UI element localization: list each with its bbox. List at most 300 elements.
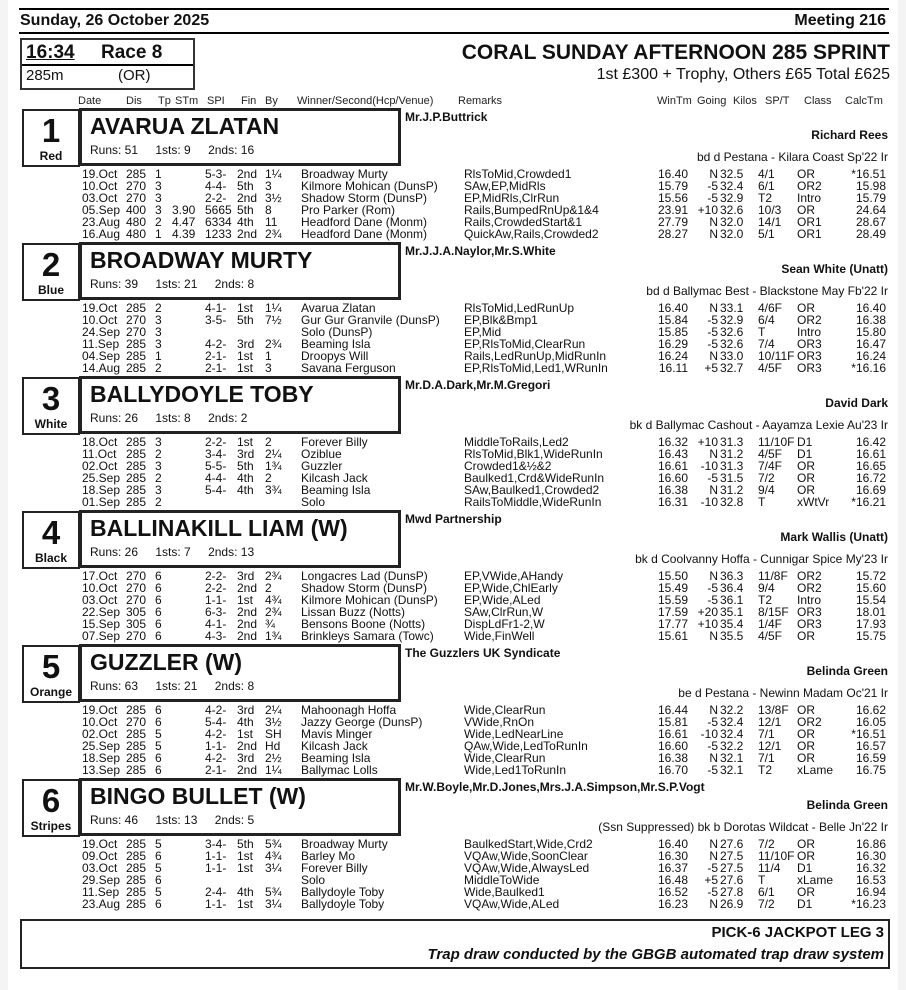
form-by: 2¾ [265, 227, 282, 241]
form-class: OR2 [797, 313, 822, 327]
form-calctm: *16.51 [851, 167, 886, 181]
form-winner: Broadway Murty [301, 167, 388, 181]
form-class: Intro [797, 191, 822, 205]
col-tp: Tp [158, 95, 171, 107]
col-spt: SP/T [765, 95, 790, 107]
form-fin: 2nd [237, 191, 258, 205]
form-wintm: 16.48 [657, 873, 688, 887]
form-class: OR1 [797, 215, 822, 229]
form-wintm: 16.24 [657, 349, 688, 363]
form-remarks: VQAw,Wide,AlwaysLed [464, 861, 590, 875]
col-class: Class [804, 95, 832, 107]
col-stm: STm [175, 95, 199, 107]
form-going: N [709, 301, 718, 315]
trap-colour: Black [34, 551, 68, 565]
form-dis: 285 [126, 361, 147, 375]
trainer: Mark Wallis (Unatt) [780, 530, 888, 544]
form-kilos: 35.5 [720, 629, 744, 643]
form-fin: 2nd [237, 581, 258, 595]
form-kilos: 32.8 [720, 495, 744, 509]
col-dis: Dis [126, 95, 142, 107]
runs-count: Runs: 46 [90, 813, 139, 827]
form-calctm: 16.40 [855, 301, 886, 315]
form-sp: 4/5F [758, 447, 783, 461]
form-date: 05.Sep [82, 203, 121, 217]
form-trap: 3 [155, 203, 162, 217]
form-calctm: 16.59 [855, 751, 886, 765]
form-sp: 5/1 [758, 227, 775, 241]
form-date: 11.Sep [82, 885, 120, 899]
form-fin: 5th [237, 203, 254, 217]
form-going: +5 [704, 361, 718, 375]
form-by: 4¾ [265, 849, 282, 863]
trap-number: 4 [41, 514, 61, 551]
form-kilos: 32.6 [720, 325, 744, 339]
form-dis: 270 [126, 581, 147, 595]
form-going: +20 [697, 605, 718, 619]
form-sectionals: 1-1- [205, 739, 227, 753]
form-remarks: MiddleToRails,Led2 [464, 435, 569, 449]
form-winner: Beaming Isla [301, 337, 371, 351]
form-sp: 7/1 [758, 751, 775, 765]
form-calctm: 18.01 [855, 605, 886, 619]
top-rule [19, 8, 889, 10]
form-wintm: 16.29 [657, 337, 688, 351]
trainer: David Dark [825, 396, 888, 410]
form-winner: Lissan Buzz (Notts) [301, 605, 406, 619]
form-winner: Headford Dane (Monm) [301, 215, 428, 229]
form-calctm: 16.69 [855, 483, 886, 497]
form-dis: 285 [126, 167, 147, 181]
form-dis: 480 [126, 227, 147, 241]
form-sp: 4/1 [758, 167, 775, 181]
form-sp: T [758, 325, 766, 339]
form-sp: T [758, 495, 766, 509]
runs-count: Runs: 26 [90, 545, 139, 559]
form-calctm: 28.67 [855, 215, 886, 229]
form-calctm: 16.32 [855, 861, 886, 875]
form-date: 18.Sep [82, 751, 121, 765]
form-winner: Bensons Boone (Notts) [301, 617, 426, 631]
form-class: OR [797, 167, 815, 181]
form-sp: 7/4F [758, 459, 783, 473]
form-remarks: EP,Blk&Bmp1 [464, 313, 538, 327]
form-winner: Solo (DunsP) [301, 325, 373, 339]
form-calctm: 15.98 [855, 179, 886, 193]
race-time: 16:34 [26, 42, 75, 63]
form-date: 03.Oct [82, 191, 118, 205]
form-trap: 1 [155, 167, 162, 181]
dog-stats [90, 679, 268, 693]
form-fin: 1st [237, 897, 254, 911]
dog-name: GUZZLER (W) [90, 649, 243, 675]
form-class: D1 [797, 897, 813, 911]
form-remarks: Wide,Baulked1 [464, 885, 545, 899]
form-dis: 480 [126, 215, 147, 229]
form-trap: 6 [155, 581, 162, 595]
form-fin: 3rd [237, 337, 255, 351]
form-fin: 4th [237, 483, 254, 497]
form-sectionals: 4-2- [205, 727, 227, 741]
form-kilos: 31.3 [720, 435, 744, 449]
form-remarks: Wide,Led1ToRunIn [464, 763, 567, 777]
form-sp: T2 [758, 191, 773, 205]
form-trap: 6 [155, 569, 162, 583]
form-dis: 400 [126, 203, 147, 217]
form-remarks: BaulkedStart,Wide,Crd2 [464, 837, 593, 851]
form-remarks: QAw,Wide,LedToRunIn [464, 739, 588, 753]
form-sectionals: 4-2- [205, 337, 227, 351]
form-sectionals: 2-1- [205, 349, 227, 363]
form-kilos: 31.2 [720, 483, 744, 497]
form-winner: Oziblue [301, 447, 342, 461]
form-calctm: 16.86 [855, 837, 886, 851]
racecard-page [8, 0, 898, 990]
form-remarks: Crowded1&½&2 [464, 459, 552, 473]
form-sp: 7/2 [758, 897, 775, 911]
form-by: 1¾ [265, 459, 282, 473]
form-class: D1 [797, 447, 813, 461]
form-sp: 11/8F [758, 569, 788, 583]
form-by: 2 [265, 435, 272, 449]
form-kilos: 32.7 [720, 361, 744, 375]
form-calctm: 16.53 [855, 873, 886, 887]
form-calctm: 16.42 [855, 435, 886, 449]
form-by: Hd [265, 739, 281, 753]
form-by: 3¼ [265, 897, 282, 911]
form-trap: 2 [155, 215, 162, 229]
form-remarks: RailsToMiddle,WideRunIn [464, 495, 602, 509]
trap-colour: Blue [37, 283, 64, 297]
form-sp: 8/15F [758, 605, 789, 619]
form-remarks: EP,Wide,ALed [464, 593, 541, 607]
form-fin: 2nd [237, 629, 258, 643]
form-by: 3½ [265, 191, 282, 205]
form-remarks: RlsToMid,Blk1,WideRunIn [464, 447, 603, 461]
breeding: bd d Pestana - Kilara Coast Sp'22 Ir [696, 150, 888, 164]
form-kilos: 27.8 [720, 885, 744, 899]
dog-stats [90, 545, 268, 559]
form-class: Intro [797, 325, 822, 339]
form-calctm: 17.93 [855, 617, 886, 631]
form-calctm: 15.79 [855, 191, 886, 205]
form-trap: 6 [155, 593, 162, 607]
form-trap: 6 [155, 873, 162, 887]
col-calctm: CalcTm [845, 95, 883, 107]
form-going: N [709, 849, 718, 863]
form-kilos: 36.1 [720, 593, 744, 607]
form-dis: 285 [126, 849, 147, 863]
form-by: 2¼ [265, 447, 282, 461]
form-winner: Ballydoyle Toby [301, 885, 385, 899]
form-sectionals: 5-5- [205, 459, 227, 473]
jackpot-note: PICK-6 JACKPOT LEG 3 [711, 924, 884, 941]
form-remarks: Rails,CrowdedStart&1 [464, 215, 583, 229]
meeting-date: Sunday, 26 October 2025 [20, 12, 210, 29]
form-date: 04.Sep [82, 349, 121, 363]
form-sectionals: 5665 [205, 203, 232, 217]
form-dis: 285 [126, 885, 147, 899]
form-wintm: 16.38 [657, 483, 688, 497]
form-fin: 5th [237, 459, 254, 473]
form-fin: 2nd [237, 739, 258, 753]
form-trap: 6 [155, 751, 162, 765]
form-winner: Kilmore Mohican (DunsP) [301, 179, 438, 193]
form-trap: 6 [155, 715, 162, 729]
form-going: -5 [707, 325, 718, 339]
form-calctm: 24.64 [855, 203, 886, 217]
form-sp: 6/4 [758, 313, 775, 327]
form-wintm: 16.70 [657, 763, 688, 777]
form-going: N [709, 215, 718, 229]
form-sectionals: 3-4- [205, 447, 227, 461]
col-wintm: WinTm [657, 95, 692, 107]
form-date: 10.Oct [82, 313, 118, 327]
trainer: Richard Rees [811, 128, 888, 142]
firsts-count: 1sts: 7 [155, 545, 191, 559]
race-distance: 285m [26, 67, 64, 84]
form-class: xWtVr [797, 495, 830, 509]
form-fin: 2nd [237, 167, 258, 181]
form-dis: 305 [126, 617, 147, 631]
form-sectionals: 1233 [205, 227, 232, 241]
form-date: 07.Sep [82, 629, 121, 643]
form-kilos: 33.0 [720, 349, 744, 363]
form-going: -10 [700, 459, 718, 473]
form-date: 19.Oct [82, 837, 118, 851]
form-going: -5 [707, 739, 718, 753]
form-fin: 4th [237, 471, 254, 485]
breeding: bk d Ballymac Cashout - Aayamza Lexie Au'23 Ir [629, 418, 888, 432]
form-class: OR2 [797, 715, 822, 729]
form-going: -5 [707, 337, 718, 351]
form-kilos: 36.3 [720, 569, 744, 583]
form-kilos: 27.5 [720, 849, 744, 863]
form-winner: Droopys Will [301, 349, 369, 363]
form-calctm: 16.47 [855, 337, 886, 351]
trap-badge [22, 109, 80, 167]
form-date: 11.Oct [82, 447, 117, 461]
form-date: 02.Oct [82, 727, 118, 741]
form-calctm: 16.24 [855, 349, 886, 363]
prize-money: 1st £300 + Trophy, Others £65 Total £625 [596, 66, 890, 83]
col-kilos: Kilos [733, 95, 757, 107]
form-winner: Headford Dane (Monm) [301, 227, 428, 241]
form-date: 11.Sep [82, 337, 120, 351]
form-sectionals: 1-1- [205, 897, 227, 911]
form-by: 3 [265, 361, 272, 375]
race-box-divider [22, 64, 193, 66]
form-wintm: 27.79 [657, 215, 688, 229]
form-sectionals: 1-1- [205, 861, 227, 875]
form-kilos: 35.1 [720, 605, 744, 619]
form-by: 2¼ [265, 703, 282, 717]
dog-name-box [80, 243, 400, 299]
form-calctm: 16.72 [855, 471, 886, 485]
form-sectionals: 4-1- [205, 301, 227, 315]
dog-name: BROADWAY MURTY [90, 247, 313, 273]
form-by: ¾ [265, 617, 276, 631]
form-sp: 7/2 [758, 837, 775, 851]
form-date: 03.Oct [82, 593, 118, 607]
form-fin: 2nd [237, 227, 258, 241]
form-date: 24.Sep [82, 325, 121, 339]
owner: The Guzzlers UK Syndicate [405, 646, 561, 660]
form-going: N [709, 569, 718, 583]
form-trap: 3 [155, 191, 162, 205]
form-kilos: 32.5 [720, 167, 744, 181]
form-calctm: 16.30 [855, 849, 886, 863]
breeding: bd d Ballymac Best - Blackstone May Fb'22 Ir [646, 284, 888, 298]
runs-count: Runs: 39 [90, 277, 139, 291]
form-dis: 285 [126, 301, 147, 315]
form-dis: 285 [126, 861, 147, 875]
form-trap: 3 [155, 459, 162, 473]
form-kilos: 32.0 [720, 227, 744, 241]
form-remarks: DispLdFr1-2,W [464, 617, 545, 631]
trap-number: 6 [41, 782, 61, 819]
form-fin: 3rd [237, 569, 255, 583]
form-kilos: 32.1 [720, 763, 744, 777]
form-remarks: VQAw,Wide,SoonClear [464, 849, 588, 863]
dog-stats [90, 411, 261, 425]
form-dis: 285 [126, 703, 147, 717]
form-calctm: 16.94 [855, 885, 886, 899]
form-dis: 270 [126, 325, 147, 339]
breeding: bk d Coolvanny Hoffa - Cunnigar Spice My'23 Ir [635, 552, 888, 566]
form-fin: 1st [237, 349, 254, 363]
form-sectionals: 2-2- [205, 191, 227, 205]
form-by: 5¾ [265, 837, 282, 851]
form-date: 25.Sep [82, 739, 121, 753]
form-sectionals: 2-1- [205, 361, 227, 375]
form-date: 19.Oct [82, 301, 118, 315]
form-dis: 285 [126, 739, 147, 753]
form-kilos: 27.5 [720, 861, 744, 875]
form-class: D1 [797, 435, 813, 449]
form-sp: 9/4 [758, 581, 775, 595]
form-sectionals: 4-2- [205, 703, 227, 717]
form-class: OR [797, 739, 815, 753]
form-split: 4.39 [172, 227, 196, 241]
form-calctm: 16.75 [855, 763, 886, 777]
race-grade: (OR) [118, 67, 151, 84]
form-by: 1¼ [265, 167, 282, 181]
form-going: N [709, 897, 718, 911]
form-by: 2¾ [265, 605, 282, 619]
form-dis: 285 [126, 483, 147, 497]
form-dis: 285 [126, 727, 147, 741]
form-calctm: 16.57 [855, 739, 886, 753]
form-kilos: 31.2 [720, 447, 744, 461]
form-class: OR3 [797, 617, 822, 631]
form-calctm: 16.38 [855, 313, 886, 327]
dog-stats [90, 813, 268, 827]
form-sp: 7/1 [758, 727, 775, 741]
col-winner: Winner/Second(Hcp/Venue) [297, 95, 434, 107]
form-sectionals: 6334 [205, 215, 232, 229]
form-fin: 2nd [237, 763, 258, 777]
form-sectionals: 3-4- [205, 837, 227, 851]
form-class: OR [797, 483, 815, 497]
form-class: OR [797, 459, 815, 473]
form-fin: 1st [237, 727, 254, 741]
seconds-count: 2nds: 8 [214, 679, 255, 693]
form-class: OR [797, 751, 815, 765]
form-fin: 5th [237, 179, 254, 193]
form-sp: 10/3 [758, 203, 782, 217]
form-winner: Broadway Murty [301, 837, 388, 851]
form-class: OR [797, 885, 815, 899]
form-sp: T2 [758, 593, 773, 607]
form-remarks: Baulked1,Crd&WideRunIn [464, 471, 605, 485]
form-sectionals: 1-1- [205, 593, 227, 607]
form-fin: 1st [237, 593, 254, 607]
form-trap: 6 [155, 617, 162, 631]
form-dis: 285 [126, 349, 147, 363]
footer-box [20, 919, 890, 969]
seconds-count: 2nds: 2 [208, 411, 248, 425]
form-class: OR2 [797, 179, 822, 193]
form-trap: 6 [155, 763, 162, 777]
trap-draw-note: Trap draw conducted by the GBGB automated trap draw system [427, 946, 884, 963]
form-fin: 3rd [237, 751, 255, 765]
form-kilos: 32.2 [720, 739, 744, 753]
form-kilos: 36.4 [720, 581, 744, 595]
form-calctm: 16.61 [855, 447, 886, 461]
form-trap: 5 [155, 739, 162, 753]
form-by: SH [265, 727, 282, 741]
trap-colour: Red [39, 149, 63, 163]
form-wintm: 16.30 [657, 849, 688, 863]
form-calctm: *16.16 [851, 361, 886, 375]
form-winner: Gur Gur Granvile (DunsP) [301, 313, 440, 327]
form-trap: 5 [155, 837, 162, 851]
form-wintm: 16.60 [657, 471, 688, 485]
form-date: 25.Sep [82, 471, 121, 485]
form-winner: Shadow Storm (DunsP) [301, 581, 428, 595]
form-date: 10.Oct [82, 179, 118, 193]
form-kilos: 33.1 [720, 301, 744, 315]
form-sp: 12/1 [758, 739, 782, 753]
form-going: N [709, 447, 718, 461]
form-sectionals: 3-5- [205, 313, 227, 327]
form-by: 2¾ [265, 569, 282, 583]
form-trap: 3 [155, 337, 162, 351]
form-by: 4¾ [265, 593, 282, 607]
form-wintm: 15.84 [657, 313, 688, 327]
form-remarks: EP,RlsToMid,Led1,WRunIn [464, 361, 608, 375]
firsts-count: 1sts: 13 [155, 813, 198, 827]
form-fin: 2nd [237, 605, 258, 619]
form-winner: Kilcash Jack [301, 471, 368, 485]
trap-colour: Orange [29, 685, 72, 699]
race-info-box [20, 38, 195, 90]
form-class: OR3 [797, 349, 822, 363]
form-sp: 4/5F [758, 361, 783, 375]
form-calctm: 15.72 [855, 569, 886, 583]
form-wintm: 16.40 [657, 837, 688, 851]
form-remarks: EP,Wide,ChlEarly [464, 581, 558, 595]
form-wintm: 17.77 [657, 617, 688, 631]
form-trap: 2 [155, 301, 162, 315]
form-going: -5 [707, 715, 718, 729]
form-winner: Shadow Storm (DunsP) [301, 191, 428, 205]
form-wintm: 16.52 [657, 885, 688, 899]
form-wintm: 16.23 [657, 897, 688, 911]
form-remarks: QuickAw,Rails,Crowded2 [464, 227, 599, 241]
form-winner: Beaming Isla [301, 751, 371, 765]
